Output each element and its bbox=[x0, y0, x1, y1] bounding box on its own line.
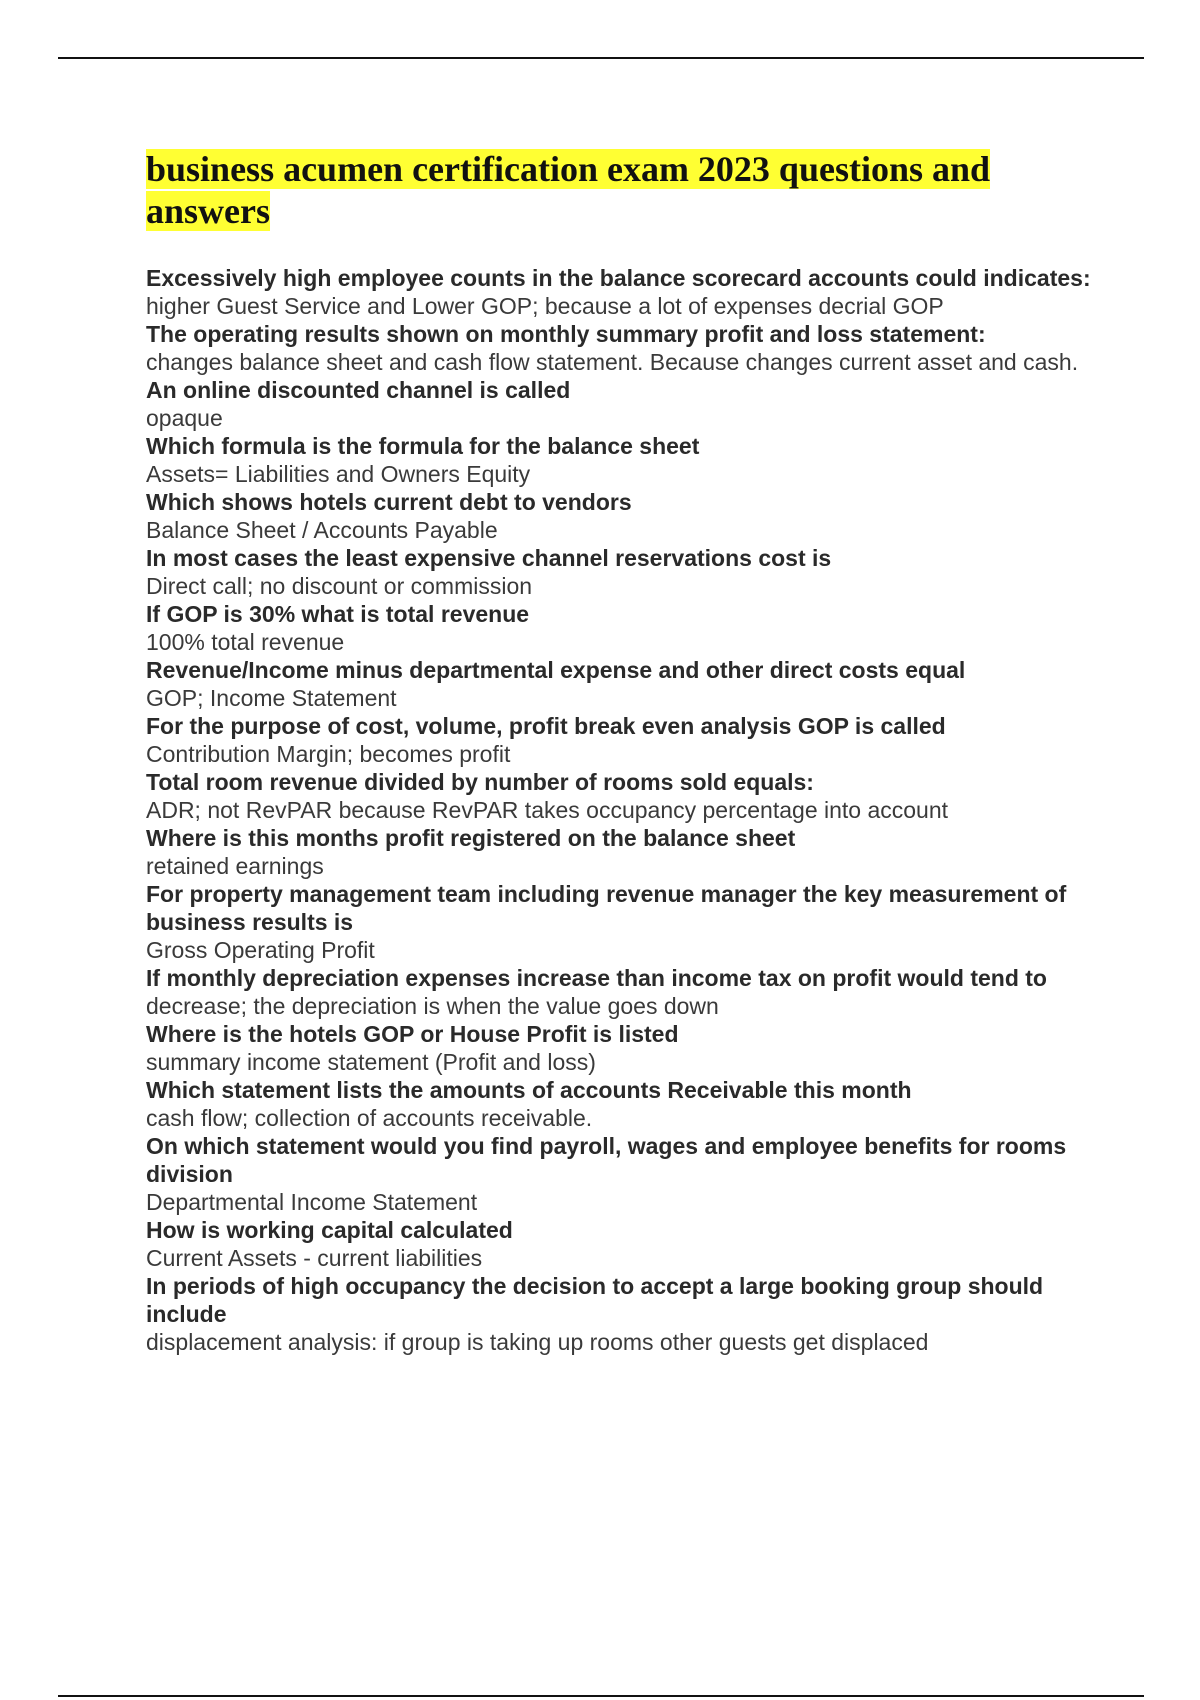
question: Where is the hotels GOP or House Profit is listed bbox=[146, 1021, 679, 1047]
question: Which shows hotels current debt to vendors bbox=[146, 489, 632, 515]
question: In most cases the least expensive channel reservations cost is bbox=[146, 545, 832, 571]
question: Which formula is the formula for the balance sheet bbox=[146, 433, 700, 459]
answer: changes balance sheet and cash flow statement. Because changes current asset and cash. bbox=[146, 349, 1079, 375]
qa-item bbox=[146, 1272, 1106, 1356]
qa-item bbox=[146, 1076, 1106, 1132]
qa-item bbox=[146, 1132, 1106, 1216]
answer: opaque bbox=[146, 405, 223, 431]
answer: decrease; the depreciation is when the value goes down bbox=[146, 993, 719, 1019]
answer: Direct call; no discount or commission bbox=[146, 573, 533, 599]
answer: ADR; not RevPAR because RevPAR takes occupancy percentage into account bbox=[146, 797, 949, 823]
bottom-rule bbox=[58, 1695, 1144, 1697]
document-body bbox=[146, 148, 1106, 1356]
question: If monthly depreciation expenses increase than income tax on profit would tend to bbox=[146, 965, 1047, 991]
qa-item bbox=[146, 600, 1106, 656]
qa-list bbox=[146, 264, 1106, 1356]
qa-item bbox=[146, 488, 1106, 544]
question: Which statement lists the amounts of accounts Receivable this month bbox=[146, 1077, 912, 1103]
qa-item bbox=[146, 712, 1106, 768]
question: In periods of high occupancy the decision to accept a large booking group should include bbox=[146, 1273, 1044, 1327]
qa-item bbox=[146, 1216, 1106, 1272]
answer: Contribution Margin; becomes profit bbox=[146, 741, 511, 767]
question: If GOP is 30% what is total revenue bbox=[146, 601, 530, 627]
answer: Balance Sheet / Accounts Payable bbox=[146, 517, 498, 543]
question: Revenue/Income minus departmental expense and other direct costs equal bbox=[146, 657, 966, 683]
answer: higher Guest Service and Lower GOP; because a lot of expenses decrial GOP bbox=[146, 293, 944, 319]
question: How is working capital calculated bbox=[146, 1217, 513, 1243]
answer: 100% total revenue bbox=[146, 629, 345, 655]
answer: GOP; Income Statement bbox=[146, 685, 397, 711]
qa-item bbox=[146, 544, 1106, 600]
answer: displacement analysis: if group is taking up rooms other guests get displaced bbox=[146, 1329, 929, 1355]
question: Excessively high employee counts in the balance scorecard accounts could indicates: bbox=[146, 265, 1091, 291]
qa-item bbox=[146, 264, 1106, 320]
question: Where is this months profit registered on the balance sheet bbox=[146, 825, 796, 851]
answer: summary income statement (Profit and loss) bbox=[146, 1049, 596, 1075]
answer: Gross Operating Profit bbox=[146, 937, 375, 963]
answer: Current Assets - current liabilities bbox=[146, 1245, 483, 1271]
document-title bbox=[146, 148, 1106, 232]
question: Total room revenue divided by number of rooms sold equals: bbox=[146, 769, 814, 795]
qa-item bbox=[146, 768, 1106, 824]
question: For the purpose of cost, volume, profit break even analysis GOP is called bbox=[146, 713, 946, 739]
answer: Departmental Income Statement bbox=[146, 1189, 478, 1215]
question: An online discounted channel is called bbox=[146, 377, 571, 403]
answer: retained earnings bbox=[146, 853, 324, 879]
qa-item bbox=[146, 656, 1106, 712]
answer: Assets= Liabilities and Owners Equity bbox=[146, 461, 531, 487]
question: The operating results shown on monthly summary profit and loss statement: bbox=[146, 321, 986, 347]
question: On which statement would you find payroll, wages and employee benefits for rooms division bbox=[146, 1133, 1067, 1187]
qa-item bbox=[146, 964, 1106, 1020]
qa-item bbox=[146, 376, 1106, 432]
qa-item bbox=[146, 824, 1106, 880]
top-rule bbox=[58, 57, 1144, 59]
qa-item bbox=[146, 1020, 1106, 1076]
qa-item bbox=[146, 880, 1106, 964]
qa-item bbox=[146, 320, 1106, 376]
document-title-highlight: business acumen certification exam 2023 questions and answers bbox=[146, 149, 991, 231]
question: For property management team including revenue manager the key measurement of business results is bbox=[146, 881, 1067, 935]
answer: cash flow; collection of accounts receivable. bbox=[146, 1105, 593, 1131]
qa-item bbox=[146, 432, 1106, 488]
